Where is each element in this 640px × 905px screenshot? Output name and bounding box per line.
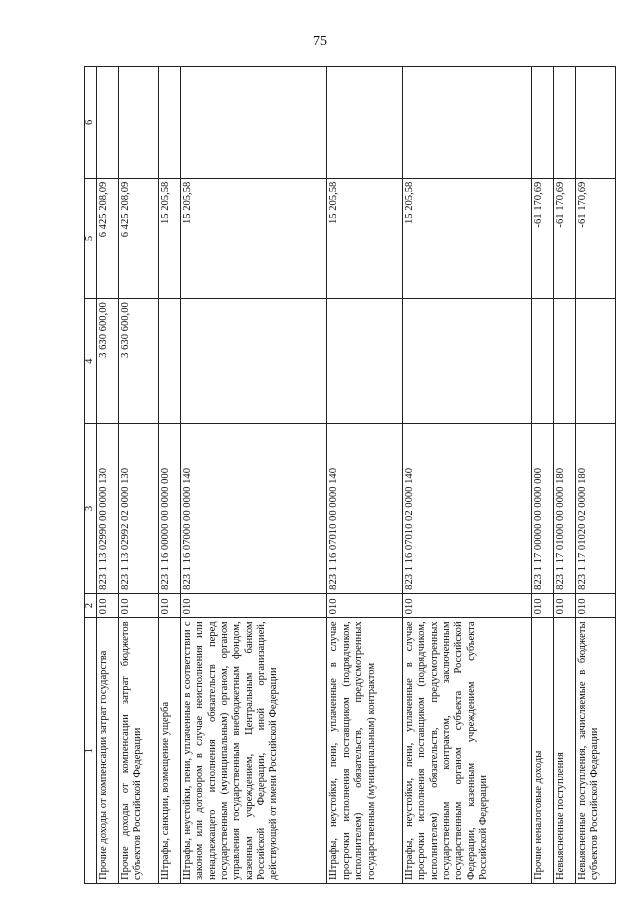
row-col5: 15 205,58 xyxy=(402,178,531,299)
column-header-1: 1 xyxy=(85,618,97,884)
table-row xyxy=(96,67,118,884)
row-code: 010 xyxy=(327,593,403,618)
row-col4 xyxy=(327,299,403,424)
row-code: 010 xyxy=(576,593,616,618)
row-kbk: 823 1 16 00000 00 0000 000 xyxy=(158,424,180,594)
row-col6 xyxy=(118,67,158,179)
row-code: 010 xyxy=(531,593,553,618)
row-col6 xyxy=(327,67,403,179)
row-kbk: 823 1 16 07010 00 0000 140 xyxy=(327,424,403,594)
row-col4 xyxy=(402,299,531,424)
row-col6 xyxy=(96,67,118,179)
row-name: Невыясненные поступления, зачисляемые в бюджеты субъектов Российской Федерации xyxy=(576,618,616,884)
row-col6 xyxy=(576,67,616,179)
row-col4 xyxy=(158,299,180,424)
row-col5: 6 425 208,09 xyxy=(118,178,158,299)
row-col4 xyxy=(576,299,616,424)
table-row xyxy=(553,67,575,884)
row-col6 xyxy=(180,67,327,179)
row-kbk: 823 1 17 00000 00 0000 000 xyxy=(531,424,553,594)
row-name: Штрафы, санкции, возмещение ущерба xyxy=(158,618,180,884)
table-row xyxy=(327,67,403,884)
budget-table xyxy=(84,66,616,884)
column-header-3: 3 xyxy=(85,424,97,594)
row-col5: -61 170,69 xyxy=(553,178,575,299)
table-row xyxy=(180,67,327,884)
row-col5: -61 170,69 xyxy=(531,178,553,299)
row-col4 xyxy=(531,299,553,424)
row-col4: 3 630 600,00 xyxy=(96,299,118,424)
row-code: 010 xyxy=(180,593,327,618)
column-header-6: 6 xyxy=(85,67,97,179)
row-name: Невыясненные поступления xyxy=(553,618,575,884)
row-name: Штрафы, неустойки, пени, уплаченные в случае просрочки исполнения поставщиком (подрядчиком, исполнителем) обязательств, предусмотренных государственным контрактом, заключенным государственным органом субъекта Российской Федерации, казенным учреждением субъекта Российской Федерации xyxy=(402,618,531,884)
row-col5: 15 205,58 xyxy=(180,178,327,299)
row-kbk: 823 1 17 01020 02 0000 180 xyxy=(576,424,616,594)
row-col4 xyxy=(180,299,327,424)
table-row xyxy=(158,67,180,884)
row-col6 xyxy=(553,67,575,179)
column-header-5: 5 xyxy=(85,178,97,299)
row-name: Штрафы, неустойки, пени, уплаченные в случае просрочки исполнения поставщиком (подрядчиком, исполнителем) обязательств, предусмотренных государственным (муниципальным) контрактом xyxy=(327,618,403,884)
row-col5: -61 170,69 xyxy=(576,178,616,299)
row-name: Прочие доходы от компенсации затрат государства xyxy=(96,618,118,884)
row-col4: 3 630 600,00 xyxy=(118,299,158,424)
row-code: 010 xyxy=(553,593,575,618)
row-name: Прочие неналоговые доходы xyxy=(531,618,553,884)
page-number: 75 xyxy=(313,34,327,49)
row-kbk: 823 1 13 02992 02 0000 130 xyxy=(118,424,158,594)
table-row xyxy=(118,67,158,884)
row-code: 010 xyxy=(96,593,118,618)
row-col5: 15 205,58 xyxy=(327,178,403,299)
table-row xyxy=(402,67,531,884)
row-name: Прочие доходы от компенсации затрат бюджетов субъектов Российской Федерации xyxy=(118,618,158,884)
table-frame xyxy=(84,66,616,884)
row-col6 xyxy=(531,67,553,179)
row-col6 xyxy=(158,67,180,179)
row-col5: 6 425 208,09 xyxy=(96,178,118,299)
row-col6 xyxy=(402,67,531,179)
column-number-row xyxy=(85,67,97,884)
row-kbk: 823 1 17 01000 00 0000 180 xyxy=(553,424,575,594)
row-code: 010 xyxy=(118,593,158,618)
row-code: 010 xyxy=(158,593,180,618)
row-code: 010 xyxy=(402,593,531,618)
row-kbk: 823 1 16 07010 02 0000 140 xyxy=(402,424,531,594)
table-row xyxy=(531,67,553,884)
row-kbk: 823 1 13 02990 00 0000 130 xyxy=(96,424,118,594)
row-kbk: 823 1 16 07000 00 0000 140 xyxy=(180,424,327,594)
column-header-2: 2 xyxy=(85,593,97,618)
row-col4 xyxy=(553,299,575,424)
row-name: Штрафы, неустойки, пени, уплаченные в соответствии с законом или договором в случае неисполнения или ненадлежащего исполнения обязательств перед государственным (муниципальным) органом, органом управления государственным внебюджетным фондом, казенным учреждением, Центральным банком Российской Федерации, иной организацией, действующей от имени Российской Федерации xyxy=(180,618,327,884)
table-row xyxy=(576,67,616,884)
row-col5: 15 205,58 xyxy=(158,178,180,299)
column-header-4: 4 xyxy=(85,299,97,424)
